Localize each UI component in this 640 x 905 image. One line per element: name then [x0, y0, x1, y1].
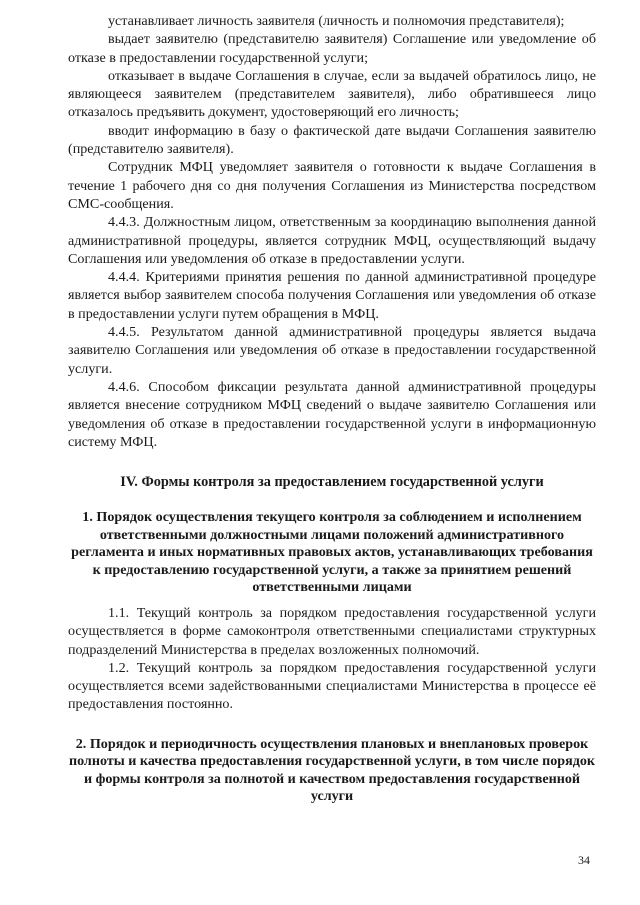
paragraph-4-4-5: 4.4.5. Результатом данной административной процедуры является выдача заявителю Соглашения или уведомления об отказе в предоставлении государственной услуги.: [68, 324, 596, 377]
document-body: [68, 12, 596, 813]
paragraph-1-2: 1.2. Текущий контроль за порядком предоставления государственной услуги осуществляется всеми задействованными специалистами Министерства в процессе её предоставления постоянно.: [68, 659, 596, 713]
paragraph-4-4-3: 4.4.3. Должностным лицом, ответственным за координацию выполнения данной административной процедуры, является сотрудник МФЦ, осуществляющий выдачу Соглашения или уведомления об отказе в предоставлении услуги.: [68, 214, 596, 267]
paragraph-5: Сотрудник МФЦ уведомляет заявителя о готовности к выдаче Соглашения в течение 1 рабочего дня со дня получения Соглашения из Министерства посредством СМС-сообщения.: [68, 159, 596, 212]
paragraph-4-4-6: 4.4.6. Способом фиксации результата данной административной процедуры является внесение сотрудником МФЦ сведений о выдаче заявителю Соглашения или уведомления об отказе в предоставлении государственной услуги в информационную систему МФЦ.: [68, 378, 596, 450]
paragraph-1: устанавливает личность заявителя (личность и полномочия представителя);: [108, 13, 565, 29]
paragraph-4-4-4: 4.4.4. Критериями принятия решения по данной административной процедуре является выбор заявителем способа получения Соглашения или уведомления об отказе в предоставлении услуги путем обращения в МФЦ.: [68, 269, 596, 322]
subsection-2-title: 2. Порядок и периодичность осуществления плановых и внеплановых проверок полноты и качества предоставления государственной услуги, в том числе порядок и формы контроля за полнотой и качеством предоставления государственной услуги: [68, 735, 596, 805]
section-title: IV. Формы контроля за предоставлением государственной услуги: [120, 474, 544, 491]
paragraph-3: отказывает в выдаче Соглашения в случае, если за выдачей обратилось лицо, не являющееся заявителем (представителем заявителя), либо обратившееся лицо отказалось предъявить документ, удостоверяющий его личность;: [68, 67, 596, 121]
page-number: 34: [578, 853, 590, 867]
paragraph-2: выдает заявителю (представителю заявителя) Соглашение или уведомление об отказе в предоставлении государственной услуги;: [68, 31, 596, 66]
paragraph-4: вводит информацию в базу о фактической дате выдачи Соглашения заявителю (представителю заявителя).: [68, 122, 596, 158]
paragraph-1-1: 1.1. Текущий контроль за порядком предоставления государственной услуги осуществляется в форме самоконтроля ответственными специалистами структурных подразделений Министерства в пределах возложенных полномочий.: [68, 604, 596, 658]
subsection-1-title: 1. Порядок осуществления текущего контроля за соблюдением и исполнением ответственными должностными лицами положений административного регламента и иных нормативных правовых актов, устанавливающих требования к предоставлению государственной услуги, а также за принятием решений ответственными лицами: [71, 509, 593, 596]
